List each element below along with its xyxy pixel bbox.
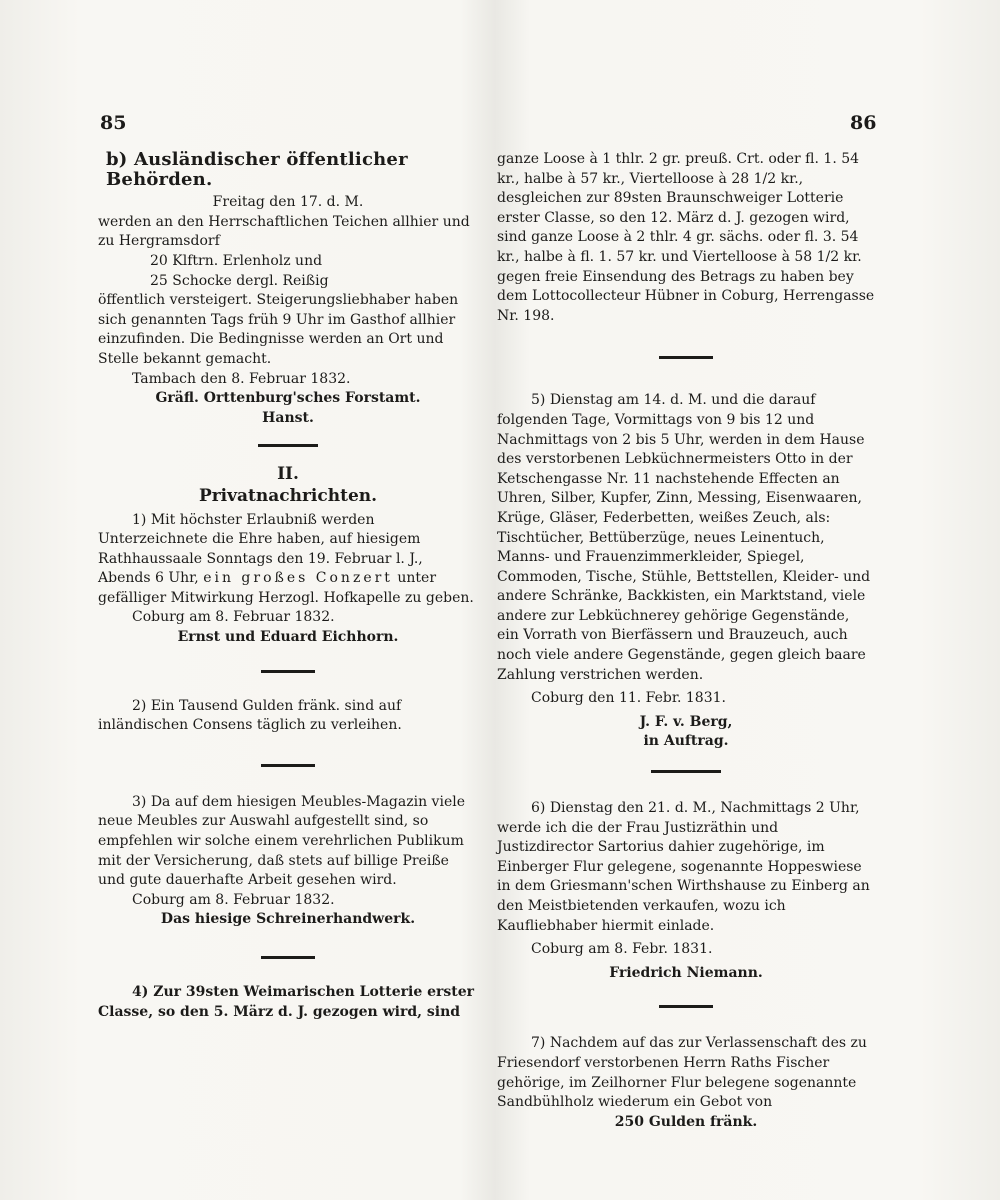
- left-column: [98, 150, 478, 1022]
- notice-4-body: 4) Zur 39sten Weimarischen Lotterie erster Classe, so den 5. März d. J. gezogen wird, sind: [98, 984, 475, 1020]
- notice-3-place-date: Coburg am 8. Februar 1832.: [132, 891, 335, 908]
- notice-a-item-2: 25 Schocke dergl. Reißig: [150, 272, 329, 289]
- notice-a-place-date: Tambach den 8. Februar 1832.: [132, 370, 351, 387]
- notice-3-body: 3) Da auf dem hiesigen Meubles-Magazin viele neue Meubles zur Auswahl aufgestellt sind, so empfehlen wir solche einem verehrlichen Publikum mit der Versicherung, daß stets auf billige Preiße und gute dauerhafte Arbeit gesehen wird.: [98, 793, 465, 889]
- notice-4-continued-body: ganze Loose à 1 thlr. 2 gr. preuß. Crt. oder fl. 1. 54 kr., halbe à 57 kr., Viertelloose à 28 1/2 kr., desgleichen zur 89sten Braunschweiger Lotterie erster Classe, so den 12. März d. J. gezogen wird, sind ganze Loose à 2 thlr. 4 gr. sächs. oder fl. 3. 54 kr., halbe à fl. 1. 57 kr. und Viertelloose à 58 1/2 kr. gegen freie Einsendung des Betrags zu haben bey dem Lottocollecteur Hübner in Coburg, Herrengasse Nr. 198.: [497, 151, 875, 324]
- notice-1-body: [98, 511, 478, 609]
- notice-6-body: 6) Dienstag den 21. d. M., Nachmittags 2 Uhr, werde ich die der Frau Justizräthin und Justizdirector Sartorius dahier zugehörige, im Einberger Flur gelegene, sogenannte Hoppeswiese in dem Griesmann'schen Wirthshause zu Einberg an den Meistbietenden verkaufen, wozu ich Kaufliebhaber hiermit einlade.: [497, 800, 870, 934]
- notice-a-body: öffentlich versteigert. Steigerungsliebhaber haben sich genannten Tags früh 9 Uhr im Gasthof allhier einzufinden. Die Bedingnisse werden an Ort und Stelle bekannt gemacht.: [98, 292, 459, 367]
- notice-1-place-date: Coburg am 8. Februar 1832.: [132, 609, 335, 626]
- notice-a-signature-2: Hanst.: [262, 409, 314, 426]
- page-number-right: 86: [850, 112, 877, 134]
- separator-rule: [261, 956, 315, 959]
- notice-2-body: 2) Ein Tausend Gulden fränk. sind auf inländischen Consens täglich zu verleihen.: [98, 697, 402, 734]
- notice-5-place-date: Coburg den 11. Febr. 1831.: [531, 690, 726, 707]
- notice-5-signature-1: J. F. v. Berg,: [639, 713, 733, 730]
- notice-5-signature-2: in Auftrag.: [643, 733, 729, 750]
- notice-1-body-start: 1) Mit höchster Erlaubniß werden Unterzeichnete die Ehre haben, auf hiesigem Rathhaussaale Sonntags den 19. Februar l. J., Abends 6 Uhr,: [98, 511, 423, 587]
- page-number-left: 85: [100, 112, 127, 134]
- notice-1-signature: Ernst und Eduard Eichhorn.: [177, 629, 399, 646]
- notice-1-body-end: unter gefälliger Mitwirkung Herzogl. Hofkapelle zu geben.: [98, 570, 474, 606]
- separator-rule: [258, 444, 318, 447]
- notice-7-amount: 250 Gulden fränk.: [614, 1113, 758, 1130]
- notice-1-spaced-text: ein großes Conzert: [203, 570, 393, 587]
- notice-a-line-1: werden an den Herrschaftlichen Teichen allhier und: [98, 213, 470, 230]
- section-title: Privatnachrichten.: [198, 485, 378, 506]
- section-roman-numeral: II.: [277, 464, 299, 485]
- notice-a-line-2: zu Hergramsdorf: [98, 233, 220, 250]
- section-b-heading: b) Ausländischer öffentlicher Behörden.: [106, 149, 408, 190]
- separator-rule: [651, 770, 721, 773]
- separator-rule: [659, 1005, 713, 1008]
- separator-rule: [261, 670, 315, 673]
- notice-6-signature: Friedrich Niemann.: [609, 964, 763, 981]
- notice-7-body: 7) Nachdem auf das zur Verlassenschaft des zu Friesendorf verstorbenen Herrn Raths Fischer gehörige, im Zeilhorner Flur belegene sogenannte Sandbühlholz wiederum ein Gebot von: [497, 1035, 867, 1111]
- notice-a-item-1: 20 Klftrn. Erlenholz und: [150, 252, 323, 269]
- right-column: [497, 150, 875, 1132]
- separator-rule: [659, 356, 713, 359]
- notice-a-signature-1: Gräfl. Orttenburg'sches Forstamt.: [155, 390, 421, 407]
- notice-3-signature: Das hiesige Schreinerhandwerk.: [160, 911, 416, 928]
- notice-5-body: 5) Dienstag am 14. d. M. und die darauf folgenden Tage, Vormittags von 9 bis 12 und Nachmittags von 2 bis 5 Uhr, werden in dem Hause des verstorbenen Lebküchnermeisters Otto in der Ketschengasse Nr. 11 nachstehende Effecten an Uhren, Silber, Kupfer, Zinn, Messing, Eisenwaaren, Krüge, Gläser, Federbetten, weißes Zeuch, als: Tischtücher, Bettüberzüge, neues Leinentuch, Manns- und Frauenzimmerkleider, Spiegel, Commoden, Tische, Stühle, Bettstellen, Kleider- und andere Schränke, Backkisten, ein Marktstand, viele andere zur Lebküchnerey gehörige Gegenstände, ein Vorrath von Bierfässern und Brauzeuch, auch noch viele andere Gegenstände, gegen gleich baare Zahlung verstrichen werden.: [497, 392, 871, 683]
- notice-6-place-date: Coburg am 8. Febr. 1831.: [531, 941, 713, 958]
- separator-rule: [261, 764, 315, 767]
- notice-a-date-line: Freitag den 17. d. M.: [212, 194, 364, 211]
